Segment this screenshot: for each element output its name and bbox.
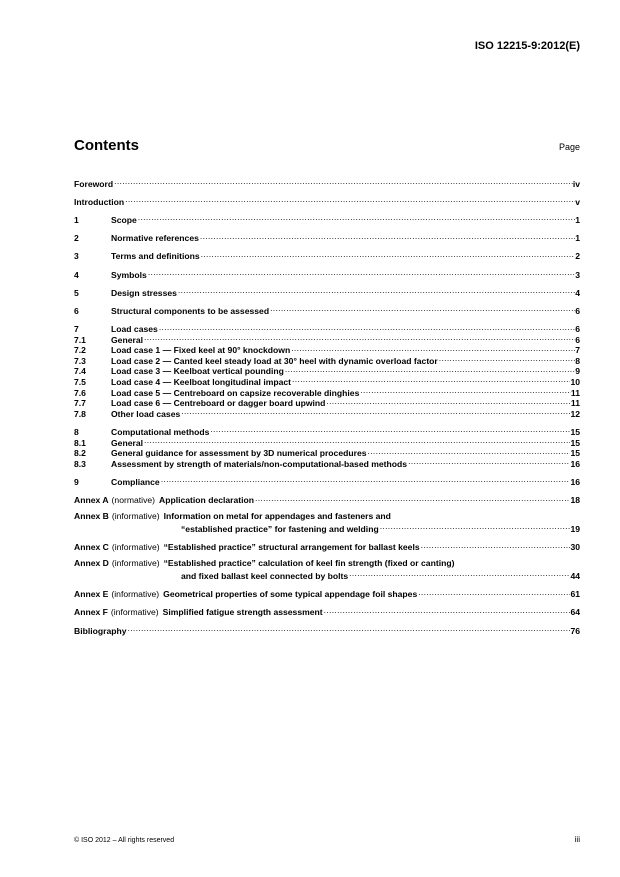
toc-entry-annex-f[interactable] xyxy=(74,605,580,616)
dot-leader xyxy=(137,212,575,223)
toc-entry-text: Structural components to be assessed xyxy=(111,305,270,316)
toc-entry-4[interactable] xyxy=(74,267,580,278)
dot-leader xyxy=(147,267,575,278)
dot-leader xyxy=(143,435,570,446)
toc-entry-text: Load case 1 — Fixed keel at 90° knockdown xyxy=(111,345,291,356)
toc-entry-text: Terms and definitions xyxy=(111,251,200,262)
toc-entry-number: 7.7 xyxy=(74,398,86,409)
toc-entry-page: 12 xyxy=(570,408,580,419)
toc-entry-text: “Established practice” structural arrangement for ballast keels xyxy=(163,542,420,553)
dot-leader xyxy=(200,249,576,260)
toc-entry-page: 7 xyxy=(575,345,580,356)
toc-entry-page: 4 xyxy=(575,287,580,298)
toc-entry-page: 15 xyxy=(570,448,580,459)
dot-leader xyxy=(143,332,575,343)
dot-leader xyxy=(180,406,570,417)
toc-entry-page: 15 xyxy=(570,437,580,448)
toc-entry-7[interactable] xyxy=(74,322,580,333)
toc-entry-number: 8.1 xyxy=(74,437,86,448)
dot-leader xyxy=(359,385,571,396)
dot-leader xyxy=(124,194,575,205)
annex-kind: (informative) xyxy=(111,589,160,600)
toc-entry-number: 7.1 xyxy=(74,334,86,345)
toc-entry-text: Assessment by strength of materials/non-computational-based methods xyxy=(111,458,408,469)
toc-entry-2[interactable] xyxy=(74,231,580,242)
toc-entry-page: 18 xyxy=(570,495,580,506)
toc-entry-number: 8.3 xyxy=(74,458,86,469)
dot-leader xyxy=(379,521,571,532)
annex-label: Annex F xyxy=(74,607,108,618)
toc-entry-text: Information on metal for appendages and fasteners and xyxy=(163,510,391,521)
dot-leader xyxy=(177,285,575,296)
annex-kind: (informative) xyxy=(111,510,160,521)
document-id: ISO 12215-9:2012(E) xyxy=(474,40,580,52)
toc-entry-text: Application declaration xyxy=(159,495,255,506)
dot-leader xyxy=(407,456,570,467)
toc-entry-text: “Established practice” calculation of keel fin strength (fixed or canting) xyxy=(163,557,455,568)
toc-entry-page: 61 xyxy=(570,589,580,600)
toc-entry-number: 3 xyxy=(74,251,79,262)
toc-entry-page: 19 xyxy=(570,523,580,534)
annex-label: Annex B xyxy=(74,510,109,521)
toc-entry-text: Load case 6 — Centreboard or dagger board upwind xyxy=(111,398,326,409)
toc-entry-text: Foreword xyxy=(74,178,114,189)
copyright-notice: © ISO 2012 – All rights reserved xyxy=(74,837,175,844)
toc-entry-8-2[interactable] xyxy=(74,446,580,457)
annex-kind: (informative) xyxy=(111,542,160,553)
toc-entry-page: 76 xyxy=(570,625,580,636)
toc-entry-3[interactable] xyxy=(74,249,580,260)
annex-kind: (normative) xyxy=(111,495,156,506)
toc-entry-text: Introduction xyxy=(74,196,125,207)
annex-kind: (informative) xyxy=(110,607,159,618)
toc-entry-text: Normative references xyxy=(111,233,199,244)
toc-entry-annex-b-cont[interactable] xyxy=(74,521,580,532)
toc-entry-5[interactable] xyxy=(74,285,580,296)
table-of-contents xyxy=(74,176,580,634)
annex-label: Annex E xyxy=(74,589,109,600)
page-number: iii xyxy=(574,835,580,844)
toc-entry-page: v xyxy=(575,196,580,207)
dot-leader xyxy=(127,623,571,634)
toc-entry-number: 8.2 xyxy=(74,448,86,459)
toc-entry-text: Load case 2 — Canted keel steady load at 30° heel with dynamic overload factor xyxy=(111,355,438,366)
dot-leader xyxy=(323,605,571,616)
toc-entry-text: Bibliography xyxy=(74,625,127,636)
toc-entry-number: 2 xyxy=(74,233,79,244)
dot-leader xyxy=(209,424,570,435)
dot-leader xyxy=(158,322,575,333)
toc-entry-text: General guidance for assessment by 3D numerical procedures xyxy=(111,448,367,459)
page-title: Contents xyxy=(74,137,139,154)
toc-entry-text: Symbols xyxy=(111,269,147,280)
toc-entry-annex-d-cont[interactable] xyxy=(74,568,580,579)
toc-entry-text: General xyxy=(111,437,144,448)
toc-entry-page: 8 xyxy=(575,355,580,366)
toc-entry-number: 7.4 xyxy=(74,366,86,377)
dot-leader xyxy=(113,176,573,187)
toc-entry-text: and fixed ballast keel connected by bolts xyxy=(181,570,349,581)
annex-kind: (informative) xyxy=(111,557,160,568)
toc-entry-page: 44 xyxy=(570,570,580,581)
dot-leader xyxy=(284,364,575,375)
dot-leader xyxy=(199,231,575,242)
toc-entry-number: 1 xyxy=(74,214,79,225)
toc-entry-page: 6 xyxy=(575,334,580,345)
dot-leader xyxy=(417,587,570,598)
toc-entry-text: Load case 3 — Keelboat vertical pounding xyxy=(111,366,284,377)
toc-entry-6[interactable] xyxy=(74,303,580,314)
toc-entry-text: Design stresses xyxy=(111,287,177,298)
dot-leader xyxy=(367,446,571,457)
dot-leader xyxy=(325,396,571,407)
toc-entry-9[interactable] xyxy=(74,474,580,485)
dot-leader xyxy=(420,540,571,551)
toc-entry-page: 6 xyxy=(575,324,580,335)
toc-entry-8[interactable] xyxy=(74,424,580,438)
toc-entry-page: 1 xyxy=(575,233,580,244)
toc-entry-introduction[interactable] xyxy=(74,194,580,205)
toc-entry-page: 1 xyxy=(575,214,580,225)
toc-entry-text: “established practice” for fastening and welding xyxy=(181,523,379,534)
toc-entry-page: iv xyxy=(572,178,580,189)
toc-entry-page: 15 xyxy=(570,427,580,438)
toc-entry-annex-d[interactable] xyxy=(74,558,580,569)
toc-entry-number: 8 xyxy=(74,427,79,438)
toc-entry-7-1[interactable] xyxy=(74,332,580,343)
toc-entry-text: Load case 4 — Keelboat longitudinal impact xyxy=(111,377,292,388)
toc-entry-page: 11 xyxy=(570,398,580,409)
toc-entry-page: 10 xyxy=(570,377,580,388)
toc-entry-page: 2 xyxy=(575,251,580,262)
toc-entry-page: 3 xyxy=(575,269,580,280)
toc-entry-annex-e[interactable] xyxy=(74,587,580,598)
toc-entry-number: 6 xyxy=(74,305,79,316)
page-column-label: Page xyxy=(558,142,580,152)
toc-entry-text: Compliance xyxy=(111,477,160,487)
toc-entry-page: 11 xyxy=(570,387,580,398)
toc-entry-number: 7.6 xyxy=(74,387,86,398)
toc-entry-annex-b[interactable] xyxy=(74,511,580,522)
toc-entry-7-2[interactable] xyxy=(74,343,580,354)
toc-entry-foreword[interactable] xyxy=(74,176,580,187)
annex-label: Annex D xyxy=(74,557,109,568)
toc-entry-number: 7 xyxy=(74,324,79,335)
toc-entry-number: 5 xyxy=(74,287,79,298)
annex-label: Annex A xyxy=(74,495,109,506)
dot-leader xyxy=(438,353,575,364)
dot-leader xyxy=(254,493,570,504)
toc-entry-number: 7.8 xyxy=(74,408,86,419)
toc-entry-number: 7.3 xyxy=(74,355,86,366)
toc-entry-number: 4 xyxy=(74,269,79,280)
toc-entry-1[interactable] xyxy=(74,212,580,223)
toc-entry-page: 30 xyxy=(570,542,580,553)
toc-entry-text: Load cases xyxy=(111,324,158,335)
toc-entry-8-1[interactable] xyxy=(74,435,580,446)
toc-entry-page: 64 xyxy=(570,607,580,618)
dot-leader xyxy=(160,474,571,485)
toc-entry-number: 7.5 xyxy=(74,377,86,388)
toc-entry-page: 16 xyxy=(570,477,580,487)
toc-entry-text: General xyxy=(111,334,144,345)
dot-leader xyxy=(269,303,575,314)
toc-entry-text: Scope xyxy=(111,214,137,225)
toc-entry-text: Load case 5 — Centreboard on capsize recoverable dinghies xyxy=(111,387,360,398)
toc-entry-annex-c[interactable] xyxy=(74,540,580,551)
toc-entry-text: Computational methods xyxy=(111,427,210,438)
toc-entry-bibliography[interactable] xyxy=(74,623,580,634)
toc-entry-text: Simplified fatigue strength assessment xyxy=(162,607,323,618)
toc-entry-annex-a[interactable] xyxy=(74,493,580,504)
dot-leader xyxy=(290,343,575,354)
toc-entry-number: 9 xyxy=(74,477,79,487)
toc-entry-text: Other load cases xyxy=(111,408,181,419)
dot-leader xyxy=(348,568,570,579)
toc-entry-number: 7.2 xyxy=(74,345,86,356)
toc-entry-page: 9 xyxy=(575,366,580,377)
annex-label: Annex C xyxy=(74,542,109,553)
dot-leader xyxy=(291,374,570,385)
toc-entry-text: Geometrical properties of some typical appendage foil shapes xyxy=(163,589,418,600)
toc-entry-page: 6 xyxy=(575,305,580,316)
toc-entry-page: 16 xyxy=(570,458,580,469)
